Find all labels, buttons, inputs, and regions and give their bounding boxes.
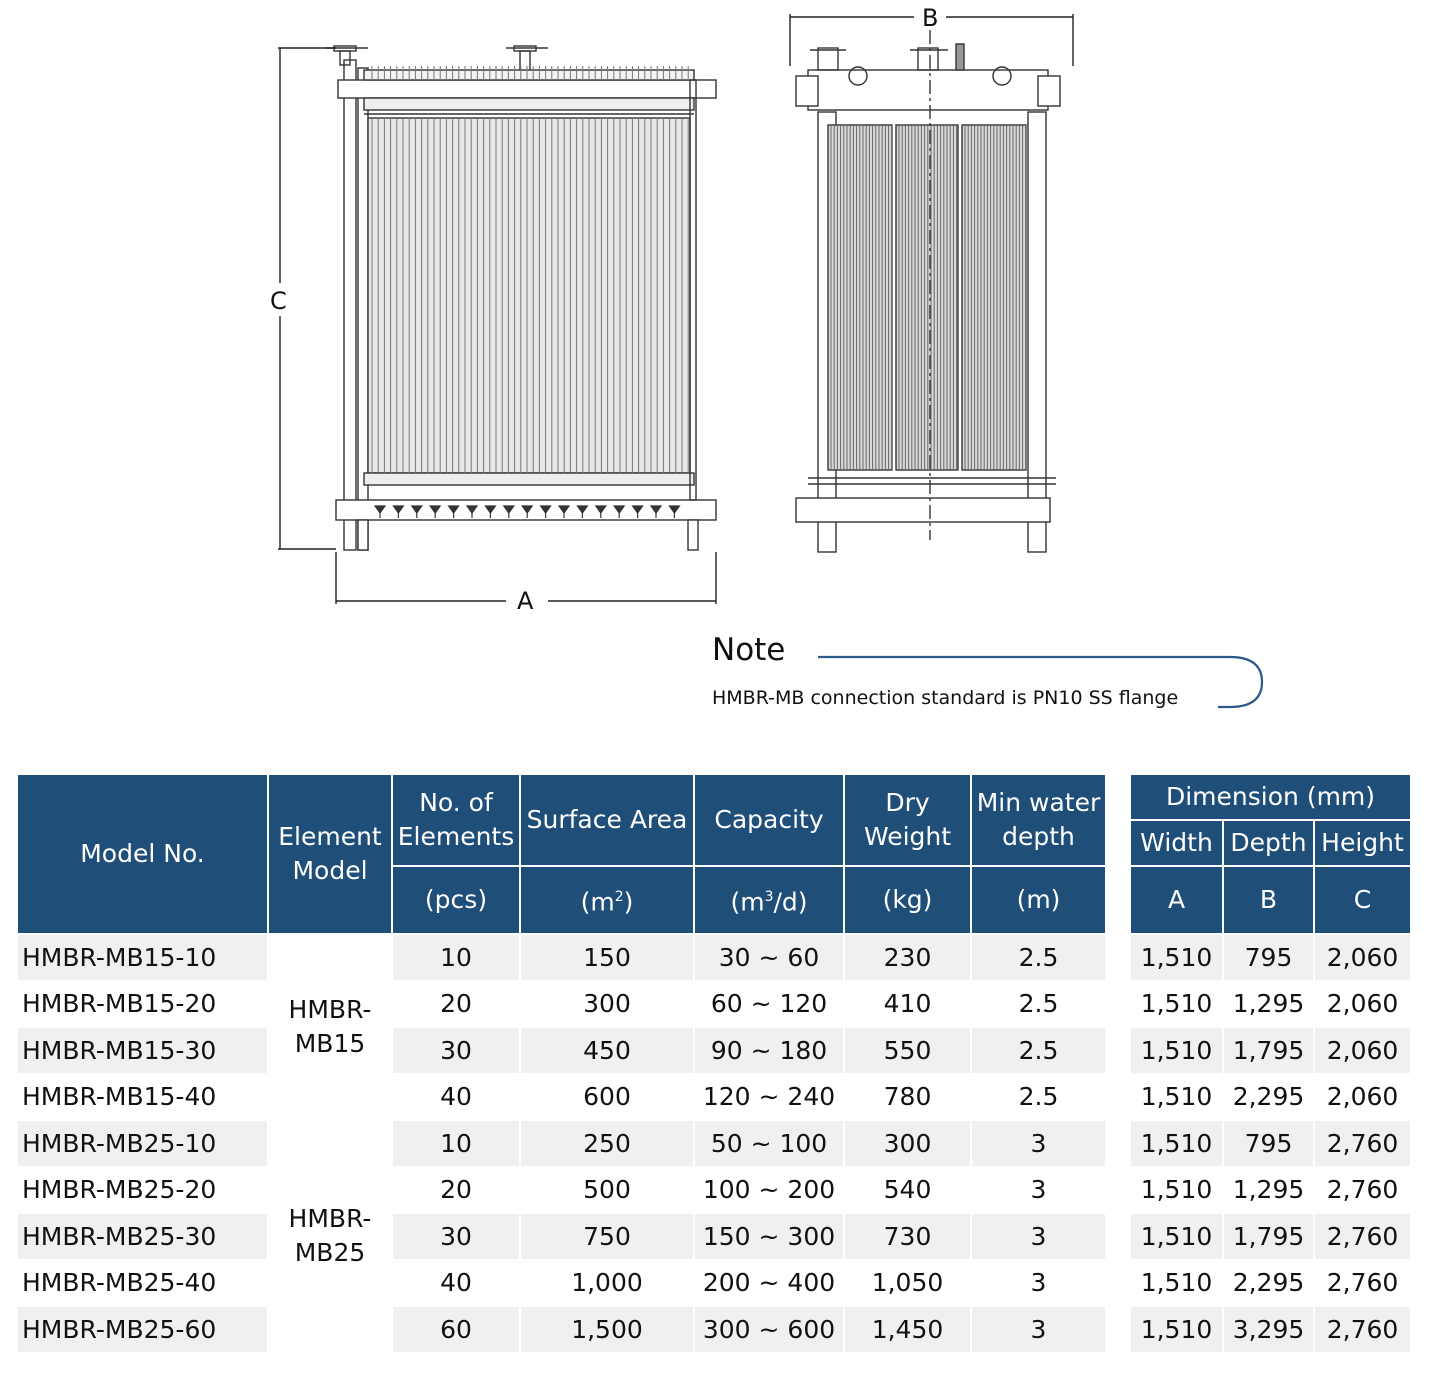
table-row — [17, 1306, 1106, 1353]
width-cell: 1,510 — [1130, 1213, 1223, 1260]
dry-weight-cell: 730 — [844, 1213, 971, 1260]
width-cell: 1,510 — [1130, 934, 1223, 981]
depth-cell: 1,795 — [1223, 1213, 1314, 1260]
surface-area-cell: 500 — [520, 1167, 694, 1214]
dimension-col-width: Width — [1130, 820, 1223, 866]
min-water-depth-cell: 3 — [971, 1213, 1106, 1260]
note-text: HMBR-MB connection standard is PN10 SS flange — [712, 687, 1179, 709]
dimension-col-height: Height — [1314, 820, 1411, 866]
min-water-depth-cell: 2.5 — [971, 1074, 1106, 1121]
height-cell: 2,060 — [1314, 981, 1411, 1028]
table-row — [1130, 934, 1411, 981]
surface-area-cell: 250 — [520, 1120, 694, 1167]
dimension-table — [1129, 773, 1412, 1354]
surface-area-cell: 1,000 — [520, 1260, 694, 1307]
depth-cell: 1,795 — [1223, 1027, 1314, 1074]
width-cell: 1,510 — [1130, 981, 1223, 1028]
header-capacity: Capacity — [694, 774, 844, 866]
dimension-c-label: C — [270, 287, 287, 315]
header-min-water-depth: Min water depth — [971, 774, 1106, 866]
capacity-cell: 150 ~ 300 — [694, 1213, 844, 1260]
header-dry-weight: Dry Weight — [844, 774, 971, 866]
capacity-cell: 100 ~ 200 — [694, 1167, 844, 1214]
dry-weight-cell: 300 — [844, 1120, 971, 1167]
dry-weight-cell: 780 — [844, 1074, 971, 1121]
unit-dry-weight: (kg) — [844, 866, 971, 934]
unit-surface-area: $(m^2)$ — [520, 866, 694, 934]
depth-cell: 3,295 — [1223, 1306, 1314, 1353]
min-water-depth-cell: 3 — [971, 1167, 1106, 1214]
width-cell: 1,510 — [1130, 1306, 1223, 1353]
model-no-cell: HMBR-MB25-30 — [17, 1213, 268, 1260]
dry-weight-cell: 540 — [844, 1167, 971, 1214]
elements-cell: 10 — [392, 934, 520, 981]
width-cell: 1,510 — [1130, 1120, 1223, 1167]
min-water-depth-cell: 2.5 — [971, 934, 1106, 981]
table-row — [17, 934, 1106, 981]
capacity-cell: 50 ~ 100 — [694, 1120, 844, 1167]
elements-cell: 60 — [392, 1306, 520, 1353]
model-no-cell: HMBR-MB25-60 — [17, 1306, 268, 1353]
table-row — [1130, 1260, 1411, 1307]
capacity-cell: 90 ~ 180 — [694, 1027, 844, 1074]
width-cell: 1,510 — [1130, 1027, 1223, 1074]
dimension-b-label: B — [922, 4, 939, 32]
depth-cell: 795 — [1223, 1120, 1314, 1167]
table-row — [1130, 1167, 1411, 1214]
height-cell: 2,760 — [1314, 1213, 1411, 1260]
model-no-cell: HMBR-MB15-10 — [17, 934, 268, 981]
unit-capacity: $(m^3/d)$ — [694, 866, 844, 934]
capacity-cell: 200 ~ 400 — [694, 1260, 844, 1307]
table-row — [1130, 1027, 1411, 1074]
height-cell: 2,760 — [1314, 1120, 1411, 1167]
specification-table — [16, 773, 1107, 1354]
note-title: Note — [712, 632, 786, 668]
table-row — [1130, 1306, 1411, 1353]
dry-weight-cell: 550 — [844, 1027, 971, 1074]
model-no-cell: HMBR-MB25-40 — [17, 1260, 268, 1307]
width-cell: 1,510 — [1130, 1074, 1223, 1121]
dry-weight-cell: 410 — [844, 981, 971, 1028]
elements-cell: 30 — [392, 1213, 520, 1260]
width-cell: 1,510 — [1130, 1167, 1223, 1214]
header-element-model-label: Element Model — [278, 822, 382, 885]
min-water-depth-cell: 3 — [971, 1260, 1106, 1307]
depth-cell: 1,295 — [1223, 1167, 1314, 1214]
height-cell: 2,760 — [1314, 1306, 1411, 1353]
dimension-code-c: C — [1314, 866, 1411, 934]
table-row — [1130, 1074, 1411, 1121]
dimension-title: Dimension (mm) — [1130, 774, 1411, 820]
table-row — [17, 1167, 1106, 1214]
unit-elements: (pcs) — [392, 866, 520, 934]
elements-cell: 20 — [392, 981, 520, 1028]
height-cell: 2,760 — [1314, 1260, 1411, 1307]
capacity-cell: 120 ~ 240 — [694, 1074, 844, 1121]
unit-min-water-depth: (m) — [971, 866, 1106, 934]
depth-cell: 2,295 — [1223, 1074, 1314, 1121]
surface-area-cell: 300 — [520, 981, 694, 1028]
element-model-cell: HMBR- MB25 — [268, 1120, 392, 1353]
header-element-model — [268, 774, 392, 934]
depth-cell: 1,295 — [1223, 981, 1314, 1028]
module-drawing — [0, 0, 1440, 625]
table-row — [1130, 1213, 1411, 1260]
min-water-depth-cell: 2.5 — [971, 981, 1106, 1028]
height-cell: 2,760 — [1314, 1167, 1411, 1214]
header-model-no: Model No. — [17, 774, 268, 934]
min-water-depth-cell: 3 — [971, 1306, 1106, 1353]
surface-area-cell: 750 — [520, 1213, 694, 1260]
dry-weight-cell: 1,050 — [844, 1260, 971, 1307]
width-cell: 1,510 — [1130, 1260, 1223, 1307]
height-cell: 2,060 — [1314, 1074, 1411, 1121]
table-row — [17, 1213, 1106, 1260]
table-row — [17, 981, 1106, 1028]
elements-cell: 40 — [392, 1074, 520, 1121]
surface-area-cell: 150 — [520, 934, 694, 981]
capacity-cell: 30 ~ 60 — [694, 934, 844, 981]
table-row — [1130, 1120, 1411, 1167]
table-row — [17, 1260, 1106, 1307]
table-row — [17, 1074, 1106, 1121]
elements-cell: 40 — [392, 1260, 520, 1307]
surface-area-cell: 1,500 — [520, 1306, 694, 1353]
element-model-cell: HMBR- MB15 — [268, 934, 392, 1120]
table-row — [1130, 981, 1411, 1028]
dry-weight-cell: 230 — [844, 934, 971, 981]
capacity-cell: 60 ~ 120 — [694, 981, 844, 1028]
elements-cell: 30 — [392, 1027, 520, 1074]
surface-area-cell: 450 — [520, 1027, 694, 1074]
table-row — [17, 1027, 1106, 1074]
depth-cell: 2,295 — [1223, 1260, 1314, 1307]
min-water-depth-cell: 2.5 — [971, 1027, 1106, 1074]
elements-cell: 10 — [392, 1120, 520, 1167]
height-cell: 2,060 — [1314, 934, 1411, 981]
header-surface-area: Surface Area — [520, 774, 694, 866]
surface-area-cell: 600 — [520, 1074, 694, 1121]
dimension-a-label: A — [517, 587, 534, 615]
table-row — [17, 1120, 1106, 1167]
dimension-code-b: B — [1223, 866, 1314, 934]
dimension-col-depth: Depth — [1223, 820, 1314, 866]
model-no-cell: HMBR-MB15-30 — [17, 1027, 268, 1074]
header-elements: No. of Elements — [392, 774, 520, 866]
depth-cell: 795 — [1223, 934, 1314, 981]
model-no-cell: HMBR-MB25-20 — [17, 1167, 268, 1214]
dry-weight-cell: 1,450 — [844, 1306, 971, 1353]
elements-cell: 20 — [392, 1167, 520, 1214]
model-no-cell: HMBR-MB15-40 — [17, 1074, 268, 1121]
capacity-cell: 300 ~ 600 — [694, 1306, 844, 1353]
model-no-cell: HMBR-MB15-20 — [17, 981, 268, 1028]
min-water-depth-cell: 3 — [971, 1120, 1106, 1167]
height-cell: 2,060 — [1314, 1027, 1411, 1074]
dimension-code-a: A — [1130, 866, 1223, 934]
model-no-cell: HMBR-MB25-10 — [17, 1120, 268, 1167]
